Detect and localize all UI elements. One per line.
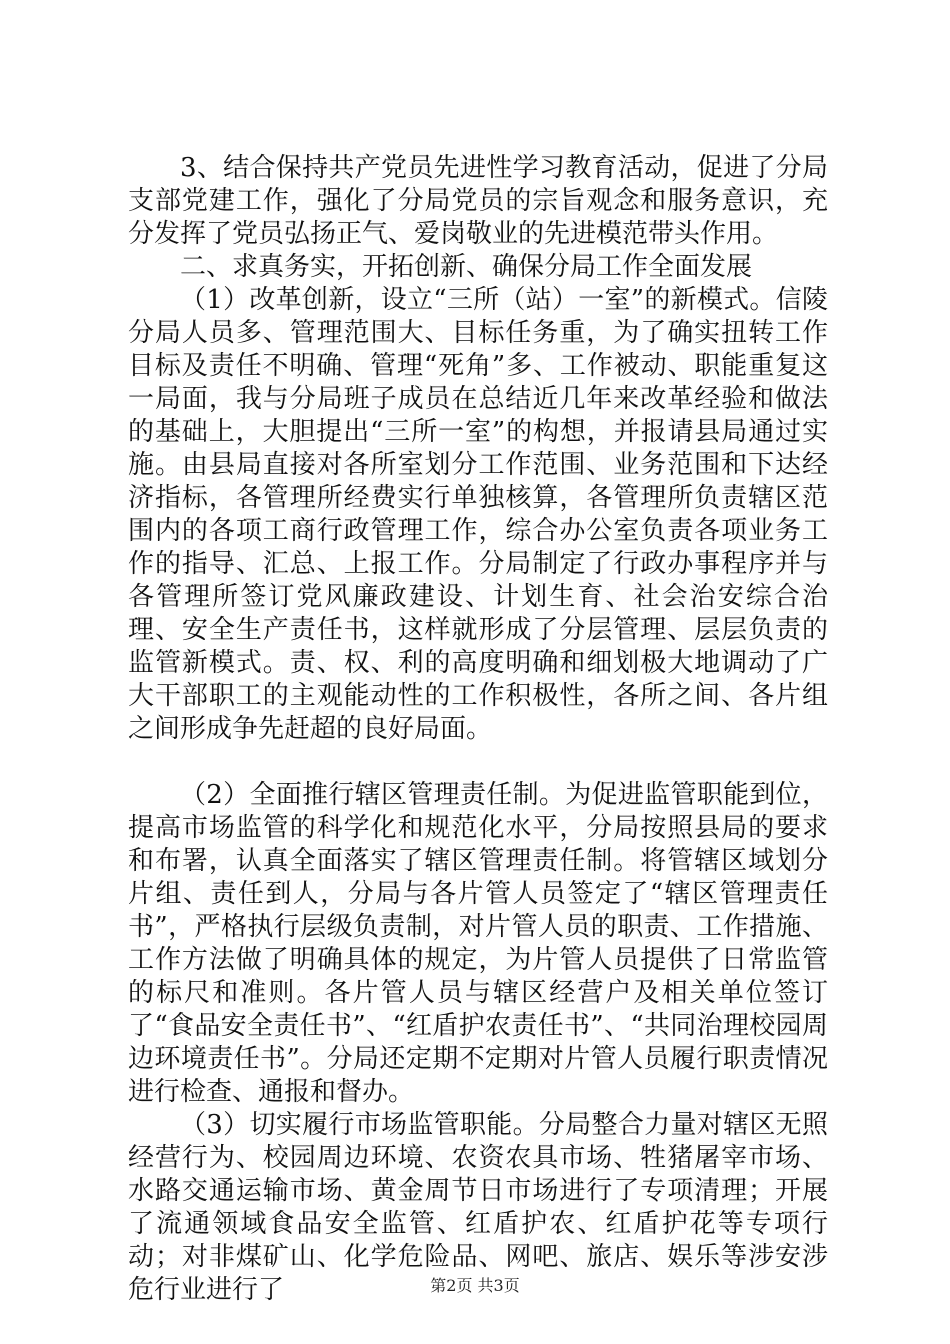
section-heading: 二、求真务实，开拓创新、确保分局工作全面发展: [180, 252, 753, 282]
paragraph-market-supervision: （3）切实履行市场监管职能。分局整合力量对辖区无照经营行为、校园周边环境、农资农具市场、牲猪屠宰市场、水路交通运输市场、黄金周节日市场进行了专项清理；开展了流通领域食品安全监管、红盾护农、红盾护花等专项行动；对非煤矿山、化学危险品、网吧、旅店、娱乐等涉安涉危行业进行了: [128, 1110, 828, 1305]
paragraph-party-building: 3、结合保持共产党员先进性学习教育活动，促进了分局支部党建工作，强化了分局党员的宗旨观念和服务意识，充分发挥了党员弘扬正气、爱岗敬业的先进模范带头作用。: [128, 153, 828, 249]
paragraph-reform-innovation: （1）改革创新，设立“三所（站）一室”的新模式。信陵分局人员多、管理范围大、目标任务重，为了确实扭转工作目标及责任不明确、管理“死角”多、工作被动、职能重复这一局面，我与分局班子成员在总结近几年来改革经验和做法的基础上，大胆提出“三所一室”的构想，并报请县局通过实施。由县局直接对各所室划分工作范围、业务范围和下达经济指标，各管理所经费实行单独核算，各管理所负责辖区范围内的各项工商行政管理工作，综合办公室负责各项业务工作的指导、汇总、上报工作。分局制定了行政办事程序并与各管理所签订党风廉政建设、计划生育、社会治安综合治理、安全生产责任书，这样就形成了分层管理、层层负责的监管新模式。责、权、利的高度明确和细划极大地调动了广大干部职工的主观能动性的工作积极性，各所之间、各片组之间形成争先赶超的良好局面。: [128, 285, 828, 744]
document-body: [128, 152, 828, 1307]
page-footer: [0, 1276, 950, 1296]
page-number-label: 第2页 共3页: [430, 1276, 520, 1295]
paragraph-responsibility-system: （2）全面推行辖区管理责任制。为促进监管职能到位，提高市场监管的科学化和规范化水平，分局按照县局的要求和布署，认真全面落实了辖区管理责任制。将管辖区域划分片组、责任到人，分局与各片管人员签定了“辖区管理责任书”，严格执行层级负责制，对片管人员的职责、工作措施、工作方法做了明确具体的规定，为片管人员提供了日常监管的标尺和准则。各片管人员与辖区经营户及相关单位签订了“食品安全责任书”、“红盾护农责任书”、“共同治理校园周边环境责任书”。分局还定期不定期对片管人员履行职责情况进行检查、通报和督办。: [128, 780, 828, 1107]
